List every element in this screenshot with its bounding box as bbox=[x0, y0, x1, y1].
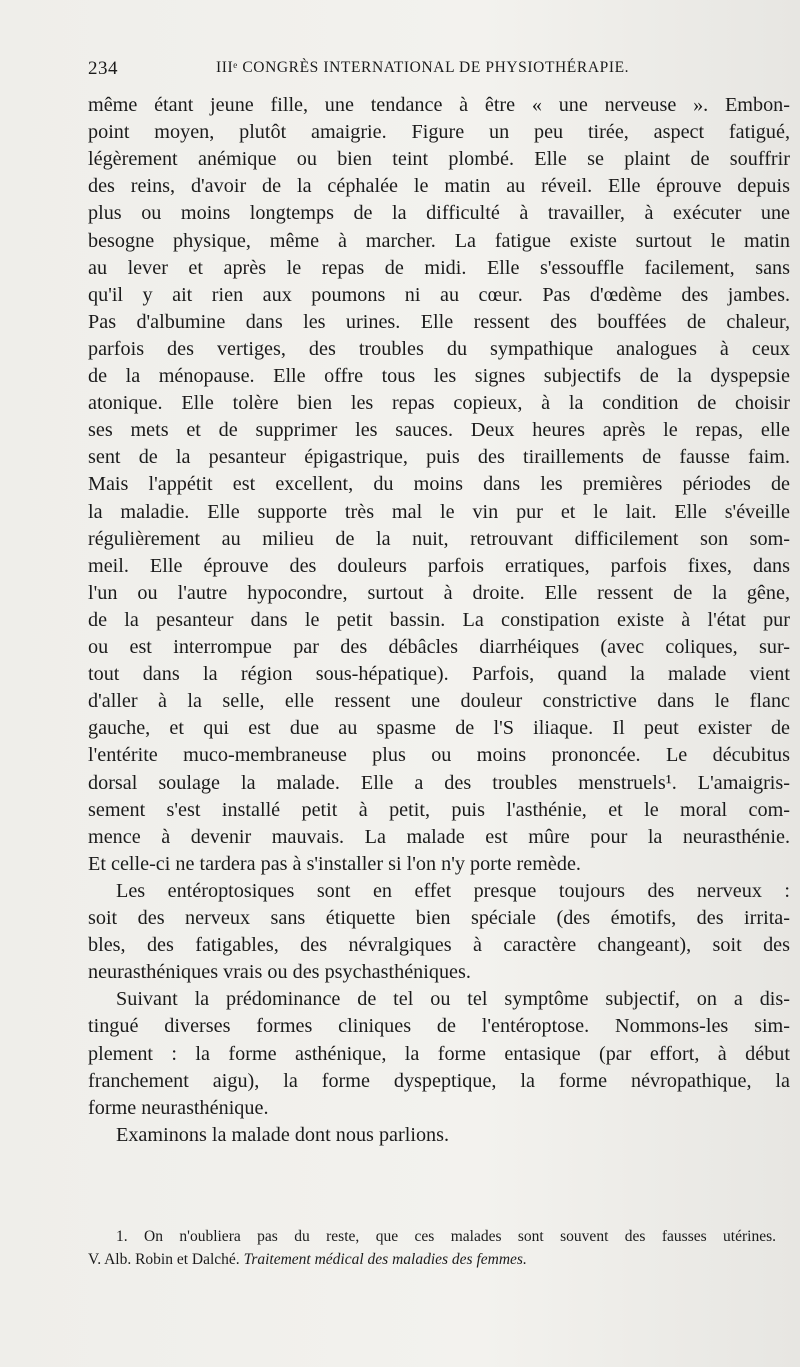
text-line: de la pesanteur dans le petit bassin. La constipation existe à l'état pur bbox=[88, 608, 790, 631]
text-line: point moyen, plutôt amaigrie. Figure un peu tirée, aspect fatigué, bbox=[88, 121, 790, 144]
text-line: plus ou moins longtemps de la difficulté à travailler, à exécuter une bbox=[88, 202, 790, 225]
text-line: sement s'est installé petit à petit, puis l'asthénie, et le moral com- bbox=[88, 798, 790, 821]
text-line: au lever et après le repas de midi. Elle s'essouffle facilement, sans bbox=[88, 256, 790, 279]
text-line: forme neurasthénique. bbox=[88, 1096, 269, 1119]
text-line: légèrement anémique ou bien teint plombé. Elle se plaint de souffrir bbox=[88, 148, 790, 171]
text-line: sent de la pesanteur épigastrique, puis des tiraillements de fausse faim. bbox=[88, 446, 790, 469]
text-line: bles, des fatigables, des névralgiques à caractère changeant), soit des bbox=[88, 934, 790, 957]
text-line: mence à devenir mauvais. La malade est mûre pour la neurasthénie. bbox=[88, 825, 790, 848]
text-line: Et celle-ci ne tardera pas à s'installer si l'on n'y porte remède. bbox=[88, 852, 581, 875]
footnote-line: 1. On n'oubliera pas du reste, que ces malades sont souvent des fausses utérines. bbox=[116, 1228, 776, 1245]
text-line: ses mets et de supprimer les sauces. Deux heures après le repas, elle bbox=[88, 419, 790, 442]
text-line: Les entéroptosiques sont en effet presque toujours des nerveux : bbox=[116, 879, 790, 902]
text-line: qu'il y ait rien aux poumons ni au cœur. Pas d'œdème des jambes. bbox=[88, 283, 790, 306]
text-line: même étant jeune fille, une tendance à être « une nerveuse ». Embon- bbox=[88, 94, 790, 116]
text-line: régulièrement au milieu de la nuit, retrouvant difficilement son som- bbox=[88, 527, 790, 550]
text-line: des reins, d'avoir de la céphalée le matin au réveil. Elle éprouve depuis bbox=[88, 175, 790, 198]
footnote-line bbox=[88, 1250, 776, 1270]
footnote-book-title: Traitement médical des maladies des femmes. bbox=[243, 1251, 527, 1268]
text-line: atonique. Elle tolère bien les repas copieux, à la condition de choisir bbox=[88, 392, 790, 415]
text-line: la maladie. Elle supporte très mal le vin pur et le lait. Elle s'éveille bbox=[88, 500, 790, 523]
text-line: l'un ou l'autre hypocondre, surtout à droite. Elle ressent de la gêne, bbox=[88, 581, 790, 604]
text-line: de la ménopause. Elle offre tous les signes subjectifs de la dyspepsie bbox=[88, 365, 790, 387]
text-line: l'entérite muco-membraneuse plus ou moins prononcée. Le décubitus bbox=[88, 744, 790, 767]
text-line: meil. Elle éprouve des douleurs parfois erratiques, parfois fixes, dans bbox=[88, 554, 790, 577]
text-line: plement : la forme asthénique, la forme entasique (par effort, à début bbox=[88, 1042, 790, 1065]
page-number: 234 bbox=[88, 58, 118, 79]
text-line: Mais l'appétit est excellent, du moins dans les premières périodes de bbox=[88, 473, 790, 496]
text-line: besogne physique, même à marcher. La fatigue existe surtout le matin bbox=[88, 229, 790, 252]
text-line: gauche, et qui est due au spasme de l'S iliaque. Il peut exister de bbox=[88, 717, 790, 740]
text-line: neurasthéniques vrais ou des psychasthéniques. bbox=[88, 961, 471, 984]
running-title: IIIᵉ CONGRÈS INTERNATIONAL DE PHYSIOTHÉRAPIE. bbox=[216, 59, 630, 76]
text-line: tingué diverses formes cliniques de l'entéroptose. Nommons-les sim- bbox=[88, 1015, 790, 1038]
text-line: d'aller à la selle, elle ressent une douleur constrictive dans le flanc bbox=[88, 690, 790, 713]
text-line: soit des nerveux sans étiquette bien spéciale (des émotifs, des irrita- bbox=[88, 907, 790, 929]
text-line: Suivant la prédominance de tel ou tel symptôme subjectif, on a dis- bbox=[116, 988, 790, 1011]
footnote-citation: V. Alb. Robin et Dalché. bbox=[88, 1251, 244, 1268]
page-header bbox=[88, 58, 778, 84]
text-line: parfois des vertiges, des troubles du sympathique analogues à ceux bbox=[88, 337, 790, 360]
text-line: ou est interrompue par des débâcles diarrhéiques (avec coliques, sur- bbox=[88, 636, 790, 658]
text-line: Examinons la malade dont nous parlions. bbox=[116, 1123, 450, 1146]
text-line: franchement aigu), la forme dyspeptique, la forme névropathique, la bbox=[88, 1069, 790, 1092]
text-line: dorsal soulage la malade. Elle a des troubles menstruels¹. L'amaigris- bbox=[88, 771, 790, 794]
text-line: tout dans la région sous-hépatique). Parfois, quand la malade vient bbox=[88, 663, 790, 686]
text-line: Pas d'albumine dans les urines. Elle ressent des bouffées de chaleur, bbox=[88, 310, 790, 333]
